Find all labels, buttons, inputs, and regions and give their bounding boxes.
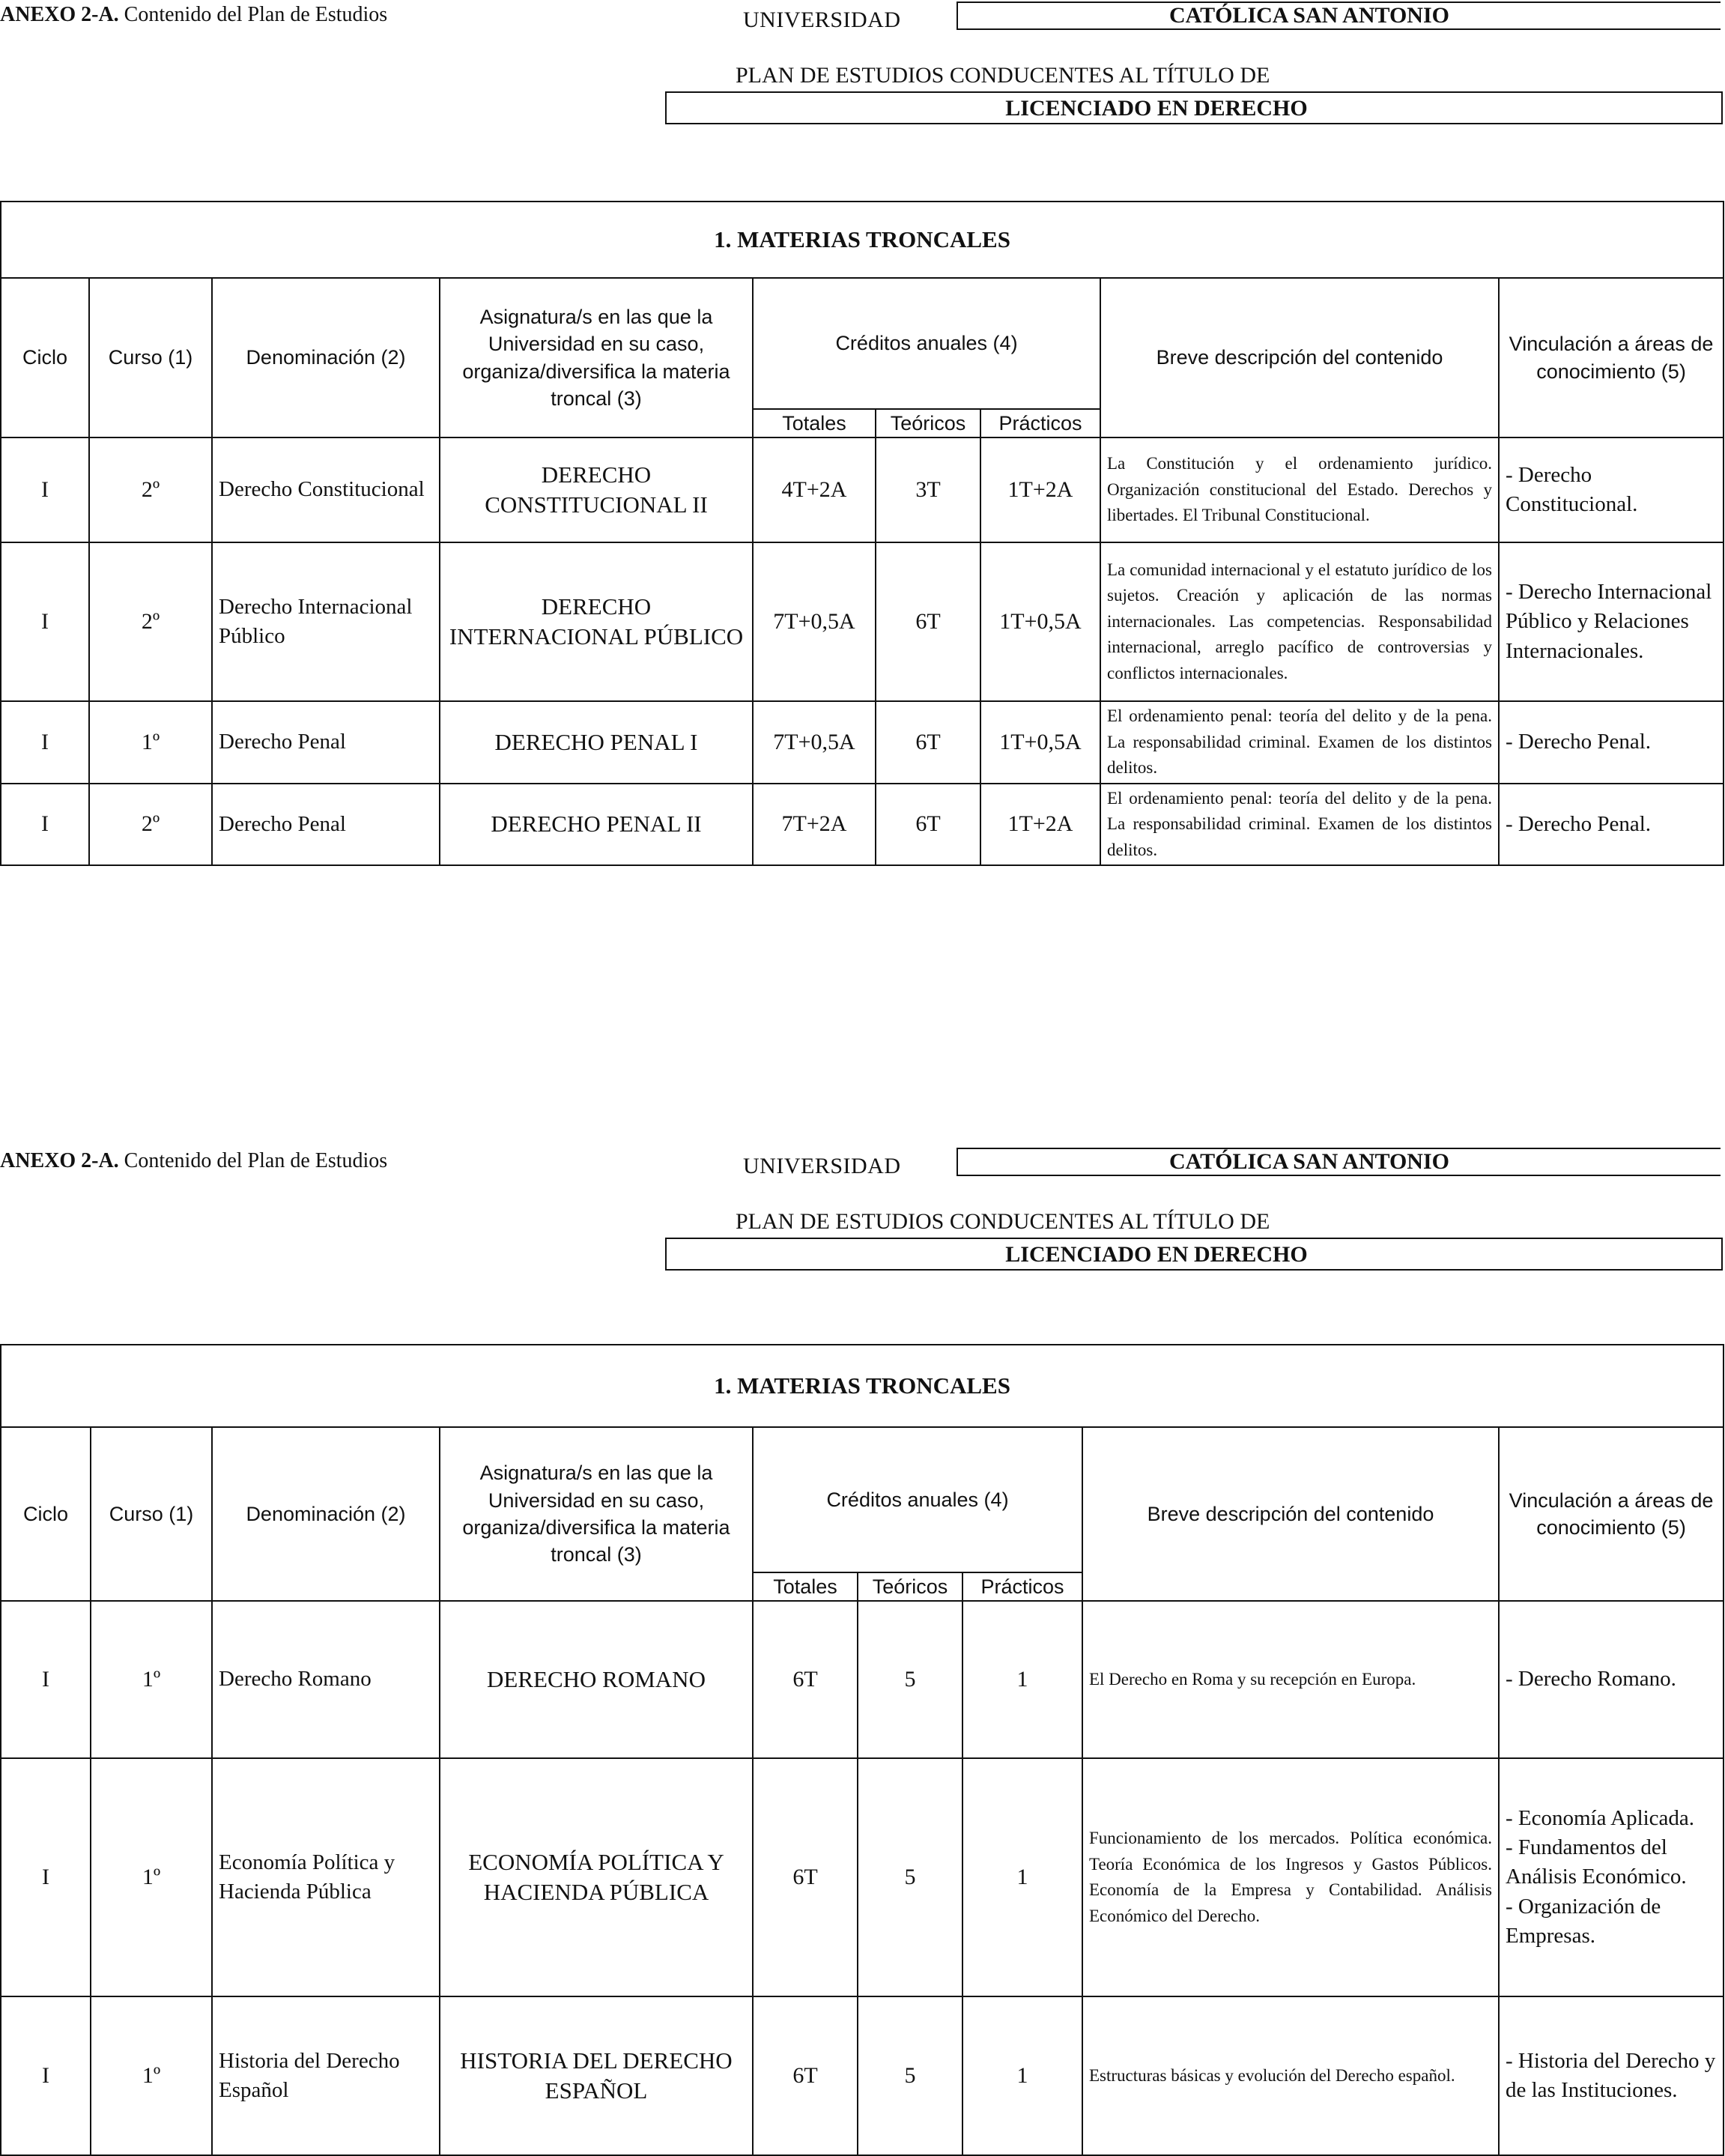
cell-descripcion: La comunidad internacional y el estatuto jurídico de los sujetos. Creación y aplicación de las normas internacionales. Las competencias. Responsabilidad internacional, arreglo pacífico de controversias y conflictos internacionales.	[1100, 542, 1499, 701]
table-row	[1, 1601, 1724, 1758]
cell-curso: 2º	[89, 784, 212, 866]
col-ciclo: Ciclo	[1, 278, 89, 437]
cell-asignatura: HISTORIA DEL DERECHO ESPAÑOL	[440, 1996, 753, 2155]
plan-label: PLAN DE ESTUDIOS CONDUCENTES AL TÍTULO DE	[736, 1209, 1270, 1234]
col-creditos: Créditos anuales (4)	[753, 278, 1100, 409]
cell-teoricos: 5	[858, 1996, 962, 2155]
cell-totales: 7T+0,5A	[753, 542, 876, 701]
university-name-box	[957, 1, 1721, 30]
cell-teoricos: 3T	[876, 437, 980, 542]
table-row	[1, 784, 1724, 866]
cell-curso: 1º	[91, 1601, 212, 1758]
cell-descripcion: La Constitución y el ordenamiento jurídico. Organización constitucional del Estado. Derechos y libertades. El Tribunal Constitucional.	[1100, 437, 1499, 542]
cell-curso: 2º	[89, 437, 212, 542]
cell-totales: 6T	[753, 1601, 858, 1758]
cell-ciclo: I	[1, 1996, 91, 2155]
col-creditos: Créditos anuales (4)	[753, 1427, 1082, 1572]
cell-curso: 1º	[91, 1758, 212, 1996]
cell-denominacion: Derecho Internacional Público	[212, 542, 440, 701]
col-practicos: Prácticos	[980, 409, 1100, 437]
cell-asignatura: DERECHO INTERNACIONAL PÚBLICO	[440, 542, 753, 701]
cell-practicos: 1T+0,5A	[980, 701, 1100, 784]
cell-asignatura: ECONOMÍA POLÍTICA Y HACIENDA PÚBLICA	[440, 1758, 753, 1996]
cell-descripcion: El ordenamiento penal: teoría del delito y de la pena. La responsabilidad criminal. Examen de los distintos delitos.	[1100, 784, 1499, 866]
col-denominacion: Denominación (2)	[212, 278, 440, 437]
cell-denominacion: Derecho Constitucional	[212, 437, 440, 542]
cell-denominacion: Derecho Penal	[212, 784, 440, 866]
col-descripcion: Breve descripción del contenido	[1100, 278, 1499, 437]
cell-curso: 1º	[89, 701, 212, 784]
cell-teoricos: 6T	[876, 701, 980, 784]
university-name-box	[957, 1148, 1721, 1176]
cell-vinculacion: - Derecho Penal.	[1499, 784, 1724, 866]
cell-denominacion: Historia del Derecho Español	[212, 1996, 440, 2155]
cell-vinculacion: - Derecho Internacional Público y Relaciones Internacionales.	[1499, 542, 1724, 701]
cell-ciclo: I	[1, 784, 89, 866]
university-name: CATÓLICA SAN ANTONIO	[1169, 1149, 1449, 1174]
col-vinculacion: Vinculación a áreas de conocimiento (5)	[1499, 278, 1724, 437]
university-name: CATÓLICA SAN ANTONIO	[1169, 3, 1449, 28]
col-vinculacion: Vinculación a áreas de conocimiento (5)	[1499, 1427, 1724, 1601]
cell-denominacion: Derecho Penal	[212, 701, 440, 784]
col-descripcion: Breve descripción del contenido	[1082, 1427, 1499, 1601]
degree-title: LICENCIADO EN DERECHO	[1005, 1242, 1308, 1267]
cell-descripcion: El Derecho en Roma y su recepción en Europa.	[1082, 1601, 1499, 1758]
cell-vinculacion: - Derecho Constitucional.	[1499, 437, 1724, 542]
cell-totales: 4T+2A	[753, 437, 876, 542]
cell-asignatura: DERECHO PENAL I	[440, 701, 753, 784]
cell-teoricos: 5	[858, 1601, 962, 1758]
university-label: UNIVERSIDAD	[743, 1154, 901, 1178]
col-curso: Curso (1)	[89, 278, 212, 437]
cell-totales: 6T	[753, 1996, 858, 2155]
cell-vinculacion: - Historia del Derecho y de las Instituciones.	[1499, 1996, 1724, 2155]
table-title: 1. MATERIAS TRONCALES	[1, 202, 1724, 278]
table-row	[1, 437, 1724, 542]
col-teoricos: Teóricos	[876, 409, 980, 437]
cell-practicos: 1T+2A	[980, 784, 1100, 866]
troncales-table-2	[0, 1344, 1724, 2156]
cell-asignatura: DERECHO ROMANO	[440, 1601, 753, 1758]
cell-teoricos: 5	[858, 1758, 962, 1996]
university-label: UNIVERSIDAD	[743, 7, 901, 32]
annex-heading: ANEXO 2-A. Contenido del Plan de Estudios	[0, 3, 388, 26]
table-row	[1, 542, 1724, 701]
cell-denominacion: Economía Política y Hacienda Pública	[212, 1758, 440, 1996]
cell-totales: 7T+2A	[753, 784, 876, 866]
plan-label: PLAN DE ESTUDIOS CONDUCENTES AL TÍTULO DE	[736, 63, 1270, 88]
cell-curso: 1º	[91, 1996, 212, 2155]
cell-teoricos: 6T	[876, 542, 980, 701]
cell-practicos: 1	[962, 1996, 1082, 2155]
col-totales: Totales	[753, 409, 876, 437]
cell-vinculacion: - Economía Aplicada. - Fundamentos del Análisis Económico. - Organización de Empresas.	[1499, 1758, 1724, 1996]
cell-practicos: 1	[962, 1601, 1082, 1758]
troncales-table-1	[0, 201, 1724, 866]
cell-ciclo: I	[1, 1758, 91, 1996]
annex-heading: ANEXO 2-A. Contenido del Plan de Estudios	[0, 1149, 388, 1172]
cell-practicos: 1	[962, 1758, 1082, 1996]
cell-practicos: 1T+2A	[980, 437, 1100, 542]
cell-ciclo: I	[1, 542, 89, 701]
table-row	[1, 701, 1724, 784]
cell-descripcion: Estructuras básicas y evolución del Derecho español.	[1082, 1996, 1499, 2155]
table-row	[1, 1996, 1724, 2155]
col-denominacion: Denominación (2)	[212, 1427, 440, 1601]
cell-practicos: 1T+0,5A	[980, 542, 1100, 701]
cell-ciclo: I	[1, 701, 89, 784]
col-asignatura: Asignatura/s en las que la Universidad en su caso, organiza/diversifica la materia troncal (3)	[440, 1427, 753, 1601]
col-asignatura: Asignatura/s en las que la Universidad en su caso, organiza/diversifica la materia troncal (3)	[440, 278, 753, 437]
cell-denominacion: Derecho Romano	[212, 1601, 440, 1758]
cell-teoricos: 6T	[876, 784, 980, 866]
col-curso: Curso (1)	[91, 1427, 212, 1601]
degree-box	[665, 1238, 1723, 1271]
cell-totales: 6T	[753, 1758, 858, 1996]
degree-box	[665, 91, 1723, 124]
cell-descripcion: Funcionamiento de los mercados. Política económica. Teoría Económica de los Ingresos y Gastos Públicos. Economía de la Empresa y Contabilidad. Análisis Económico del Derecho.	[1082, 1758, 1499, 1996]
cell-ciclo: I	[1, 437, 89, 542]
cell-vinculacion: - Derecho Romano.	[1499, 1601, 1724, 1758]
cell-vinculacion: - Derecho Penal.	[1499, 701, 1724, 784]
col-totales: Totales	[753, 1572, 858, 1601]
table-row	[1, 1758, 1724, 1996]
cell-asignatura: DERECHO CONSTITUCIONAL II	[440, 437, 753, 542]
degree-title: LICENCIADO EN DERECHO	[1005, 96, 1308, 121]
cell-totales: 7T+0,5A	[753, 701, 876, 784]
cell-descripcion: El ordenamiento penal: teoría del delito y de la pena. La responsabilidad criminal. Examen de los distintos delitos.	[1100, 701, 1499, 784]
col-ciclo: Ciclo	[1, 1427, 91, 1601]
table-title: 1. MATERIAS TRONCALES	[1, 1345, 1724, 1427]
col-practicos: Prácticos	[962, 1572, 1082, 1601]
cell-curso: 2º	[89, 542, 212, 701]
col-teoricos: Teóricos	[858, 1572, 962, 1601]
cell-asignatura: DERECHO PENAL II	[440, 784, 753, 866]
cell-ciclo: I	[1, 1601, 91, 1758]
